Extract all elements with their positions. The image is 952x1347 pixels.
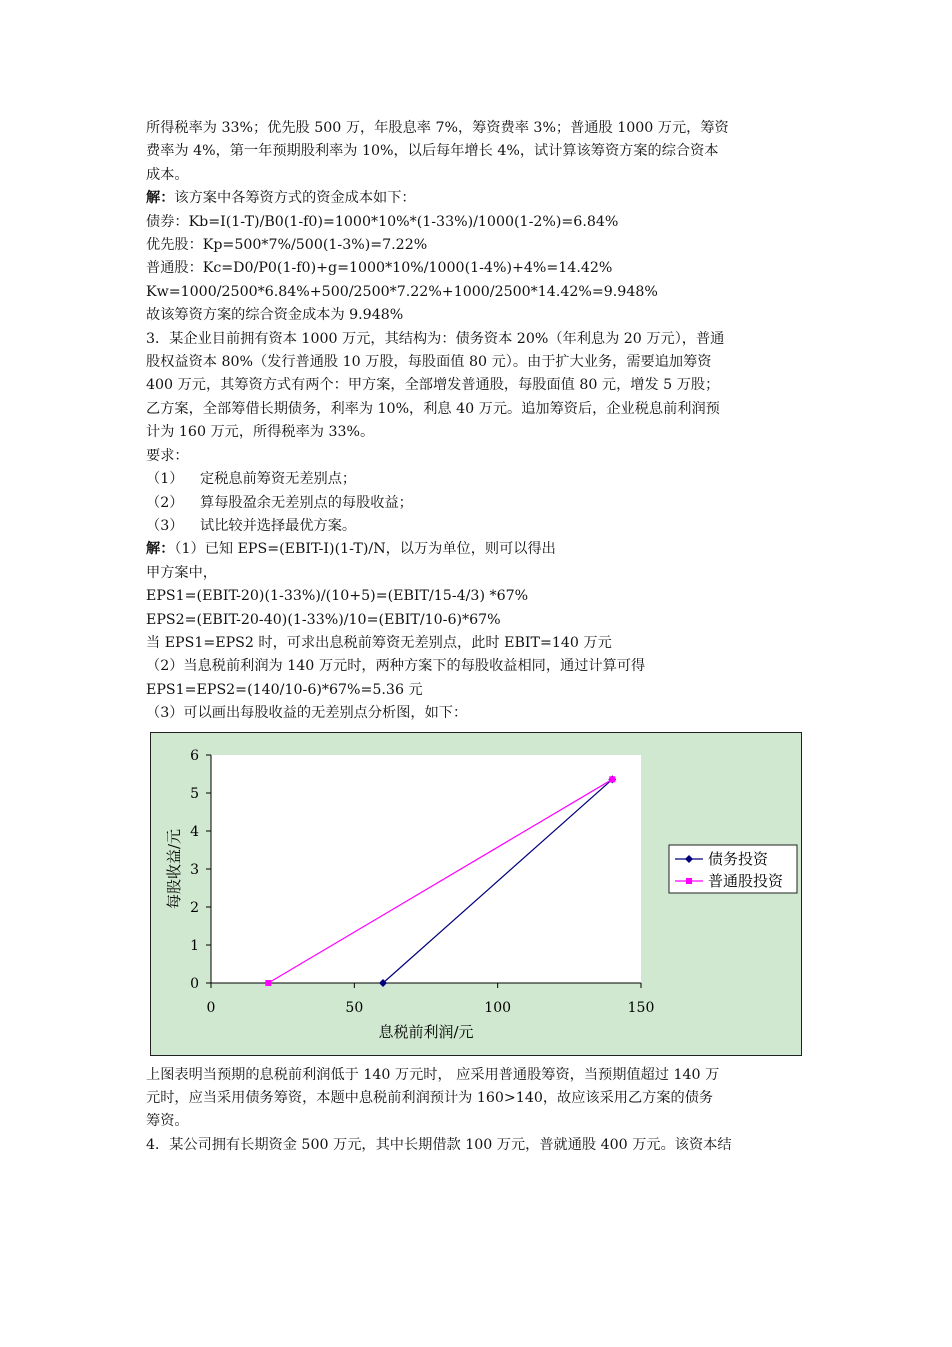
after-chart-line-2: 元时，应当采用债务筹资，本题中息税前利润预计为 160>140，故应该采用乙方案的债务 xyxy=(146,1089,714,1106)
eps-chart xyxy=(150,732,802,1056)
y-axis-label: 每股收益/元 xyxy=(165,828,183,909)
plot-area xyxy=(211,755,641,983)
requirement-text: 试比较并选择最优方案。 xyxy=(200,517,357,534)
x-tick-label: 150 xyxy=(627,999,655,1016)
y-tick-label: 2 xyxy=(190,899,199,916)
question-3-line-2: 股权益资本 80%（发行普通股 10 万股，每股面值 80 元）。由于扩大业务，需要追加筹资 xyxy=(146,354,712,371)
common-cost: 普通股：Kc=D0/P0(1-f0)+g=1000*10%/1000(1-4%)+4%=14.42% xyxy=(146,260,613,277)
question-3-line-3: 400 万元，其筹资方式有两个：甲方案，全部增发普通股，每股面值 80 元，增发 5 万股； xyxy=(146,377,720,394)
series-point-1 xyxy=(265,980,271,986)
y-tick-label: 0 xyxy=(190,975,199,992)
solution-1-intro xyxy=(146,187,812,210)
requirement-2 xyxy=(146,492,812,515)
part-2-line-2: EPS1=EPS2=(140/10-6)*67%=5.36 元 xyxy=(146,681,423,698)
question-3-line-1: 3．某企业目前拥有资本 1000 万元，其结构为：债务资本 20%（年利息为 20 万元），普通 xyxy=(146,330,725,347)
solution-2-text: （1）已知 EPS=(EBIT-I)(1-T)/N，以万为单位，则可以得出 xyxy=(174,541,556,558)
solution-2-intro xyxy=(146,538,812,561)
x-axis-label: 息税前利润/元 xyxy=(378,1022,474,1041)
eps1-formula: EPS1=(EBIT-20)(1-33%)/(10+5)=(EBIT/15-4/3) *67% xyxy=(146,588,529,605)
part-3: （3）可以画出每股收益的无差别点分析图，如下： xyxy=(146,705,468,722)
requirement-text: 定税息前筹资无差别点； xyxy=(200,471,357,488)
series-point-1 xyxy=(609,776,615,782)
solution-label: 解： xyxy=(146,541,175,558)
eps-chart-svg xyxy=(151,733,801,1055)
y-tick-label: 5 xyxy=(190,785,199,802)
weighted-cost: Kw=1000/2500*6.84%+500/2500*7.22%+1000/2500*14.42%=9.948% xyxy=(146,283,658,300)
question-4: 4．某公司拥有长期资金 500 万元，其中长期借款 100 万元，普就通股 400 万元。该资本结 xyxy=(146,1136,732,1153)
y-tick-label: 1 xyxy=(190,937,199,954)
legend-label-equity: 普通股投资 xyxy=(708,871,784,890)
legend-marker-equity-icon xyxy=(686,878,692,884)
intro-line-2: 费率为 4%，第一年预期股利率为 10%，以后每年增长 4%，试计算该筹资方案的综合资本 xyxy=(146,143,719,160)
y-tick-label: 4 xyxy=(190,823,199,840)
requirement-text: 算每股盈余无差别点的每股收益； xyxy=(200,494,413,511)
solution-label: 解： xyxy=(146,190,175,207)
indifference-point: 当 EPS1=EPS2 时，可求出息税前筹资无差别点，此时 EBIT=140 万元 xyxy=(146,634,612,651)
requirement-1 xyxy=(146,468,812,491)
requirement-number: （3） xyxy=(146,517,184,534)
after-chart-line-1: 上图表明当预期的息税前利润低于 140 万元时， 应采用普通股筹资，当预期值超过 140 万 xyxy=(146,1066,720,1083)
preferred-cost: 优先股：Kp=500*7%/500(1-3%)=7.22% xyxy=(146,237,428,254)
requirements-title: 要求： xyxy=(146,447,189,464)
x-tick-label: 50 xyxy=(345,999,364,1016)
x-tick-label: 100 xyxy=(484,999,512,1016)
legend xyxy=(669,845,797,893)
requirement-3 xyxy=(146,515,812,538)
y-tick-label: 3 xyxy=(190,861,199,878)
intro-line-1: 所得税率为 33%；优先股 500 万，年股息率 7%，筹资费率 3%；普通股 1000 万元，筹资 xyxy=(146,120,729,136)
x-tick-label: 0 xyxy=(206,999,216,1016)
requirement-number: （2） xyxy=(146,494,184,511)
question-3-line-5: 计为 160 万元，所得税率为 33%。 xyxy=(146,424,375,441)
part-2-line-1: （2）当息税前利润为 140 万元时，两种方案下的每股收益相同，通过计算可得 xyxy=(146,658,646,675)
after-chart-line-3: 筹资。 xyxy=(146,1113,189,1130)
solution-1-text: 该方案中各筹资方式的资金成本如下： xyxy=(174,190,416,207)
requirement-number: （1） xyxy=(146,471,184,488)
eps2-formula: EPS2=(EBIT-20-40)(1-33%)/10=(EBIT/10-6)*67% xyxy=(146,611,501,628)
question-3-line-4: 乙方案，全部筹借长期债务，利率为 10%，利息 40 万元。追加筹资后，企业税息前利润预 xyxy=(146,400,720,417)
legend-label-debt: 债务投资 xyxy=(708,849,769,868)
conclusion-1: 故该筹资方案的综合资金成本为 9.948% xyxy=(146,307,404,324)
document-page xyxy=(146,117,812,1157)
bond-cost: 债券：Kb=I(1-T)/B0(1-f0)=1000*10%*(1-33%)/1000(1-2%)=6.84% xyxy=(146,213,619,230)
intro-line-3: 成本。 xyxy=(146,166,189,183)
plan-a-label: 甲方案中， xyxy=(146,564,217,581)
y-tick-label: 6 xyxy=(190,747,199,764)
